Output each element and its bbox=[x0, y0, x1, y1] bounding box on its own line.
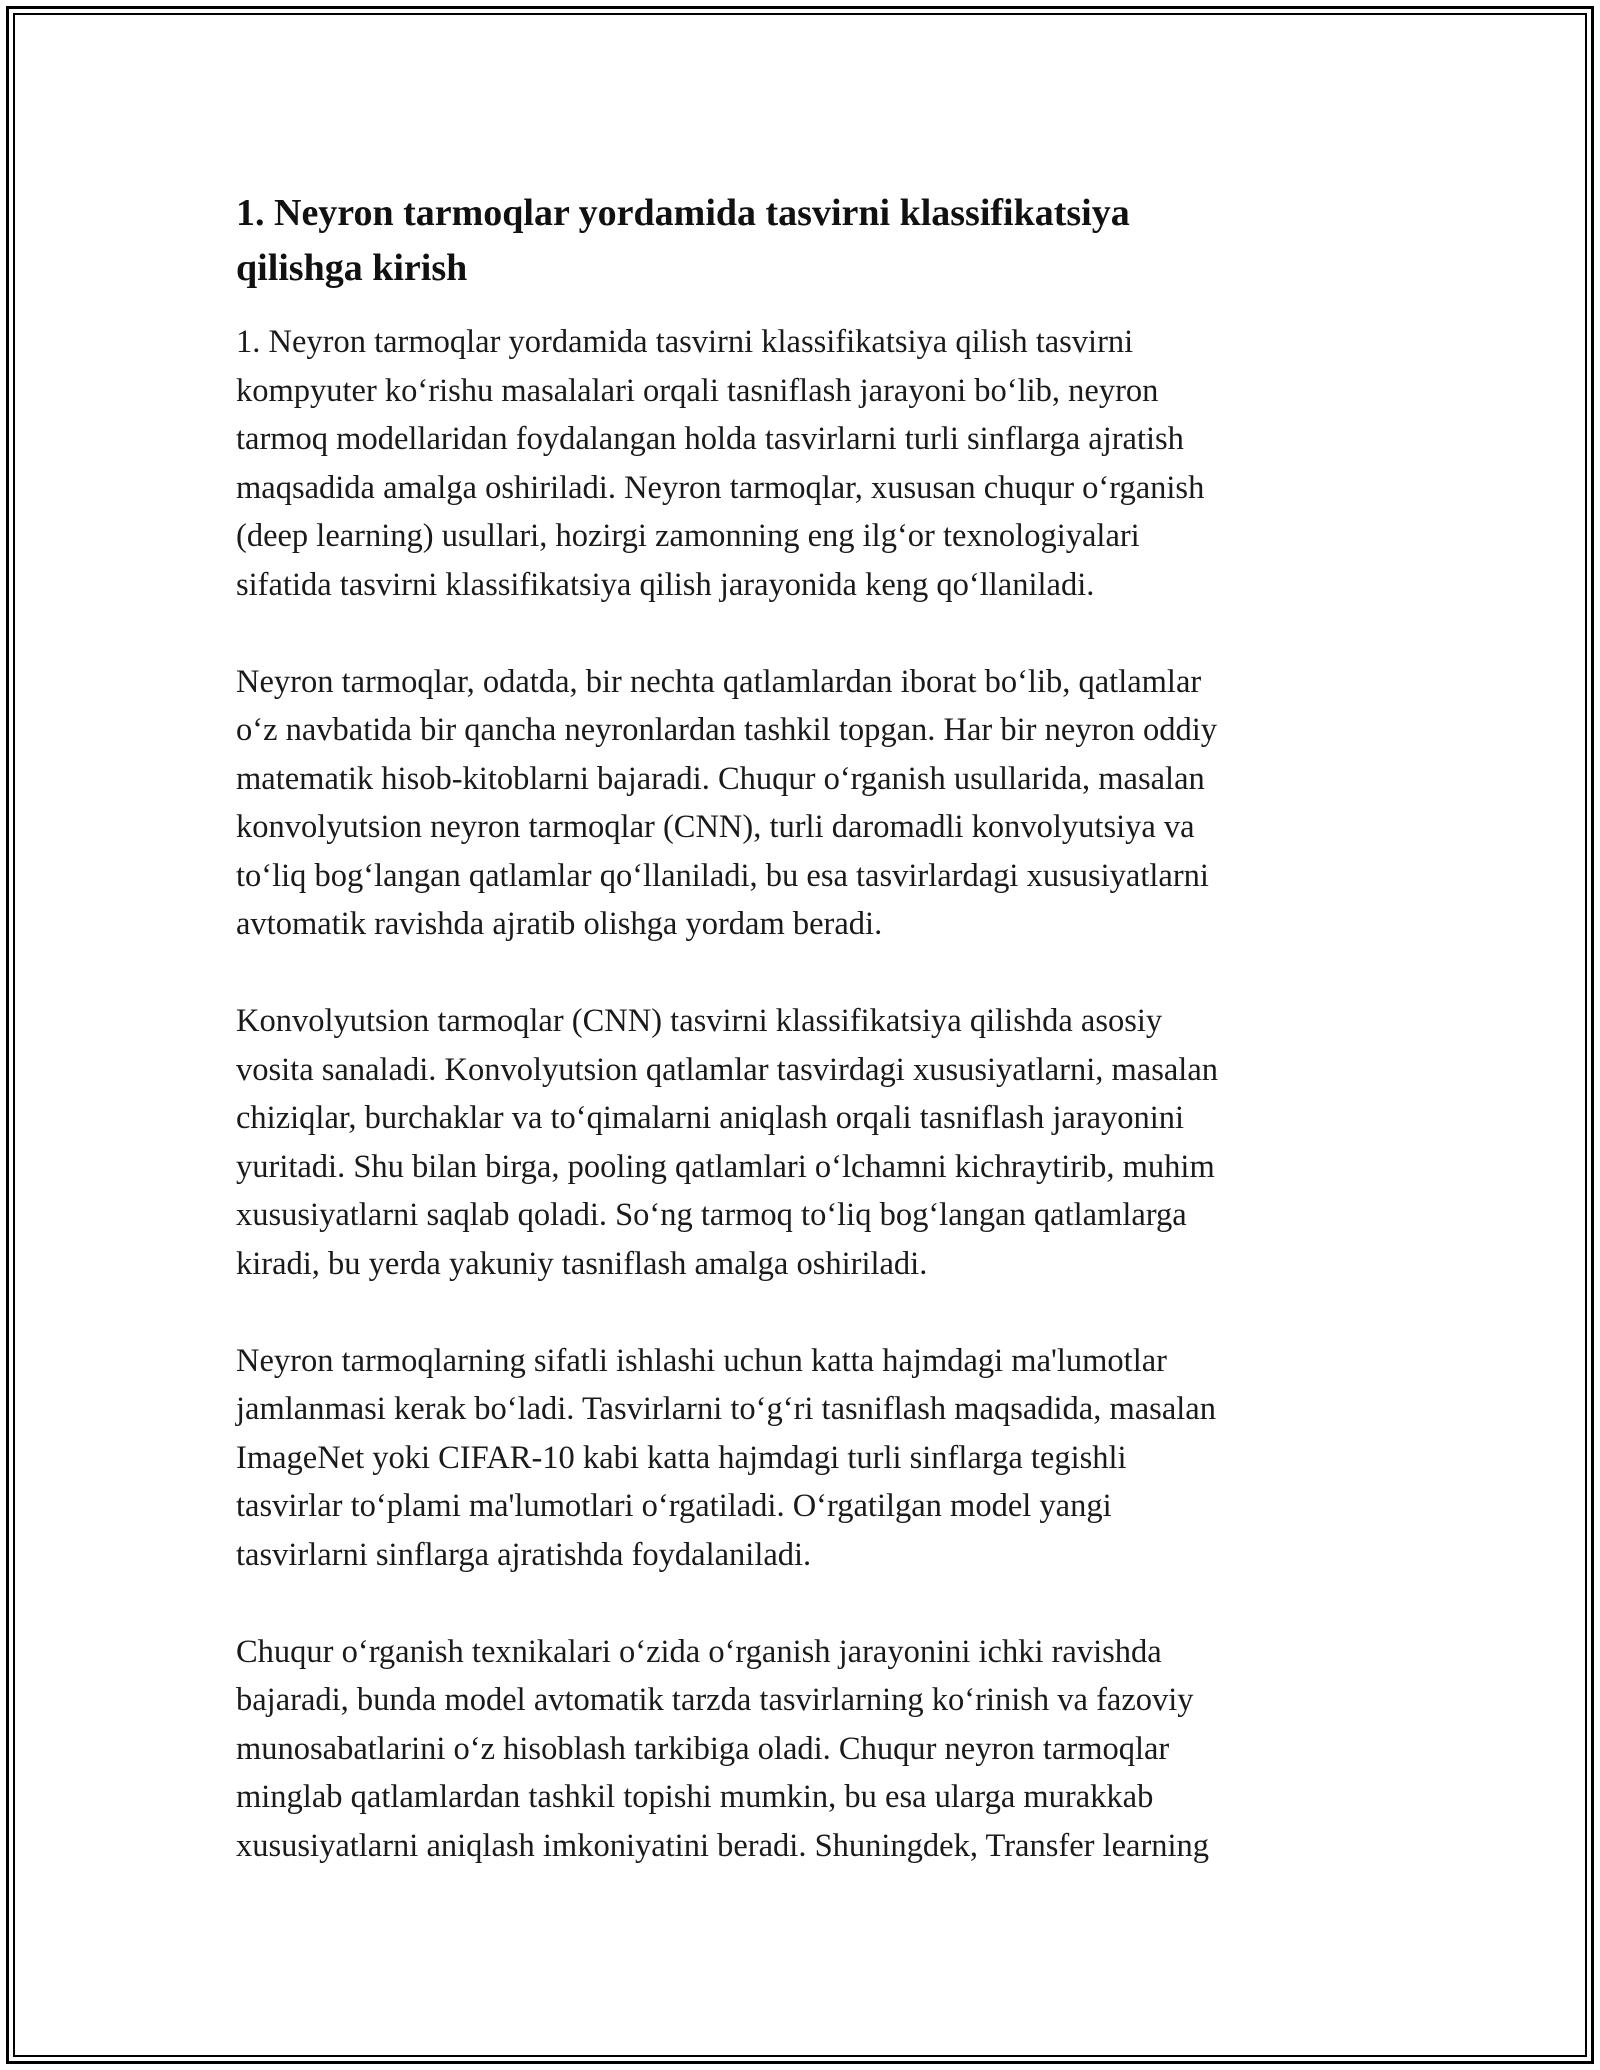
section-heading bbox=[236, 186, 1364, 296]
text-line: xususiyatlarni aniqlash imkoniyatini beradi. Shuningdek, Transfer learning bbox=[236, 1827, 1210, 1864]
text-line: matematik hisob-kitoblarni bajaradi. Chuqur oʻrganish usullarida, masalan bbox=[236, 760, 1205, 797]
text-line: jamlanmasi kerak boʻladi. Tasvirlarni toʻgʻri tasniflash maqsadida, masalan bbox=[236, 1391, 1216, 1427]
text-line: Neyron tarmoqlar, odatda, bir nechta qatlamlardan iborat boʻlib, qatlamlar bbox=[236, 663, 1202, 700]
text-line: Neyron tarmoqlarning sifatli ishlashi uchun katta hajmdagi ma'lumotlar bbox=[236, 1342, 1167, 1379]
text-line: tasvirlar toʻplami ma'lumotlari oʻrgatiladi. Oʻrgatilgan model yangi bbox=[236, 1488, 1112, 1524]
text-line: sifatida tasvirni klassifikatsiya qilish jarayonida keng qoʻllaniladi. bbox=[236, 566, 1095, 603]
paragraph-3 bbox=[236, 997, 1364, 1288]
text-line: xususiyatlarni saqlab qoladi. Soʻng tarmoq toʻliq bogʻlangan qatlamlarga bbox=[236, 1197, 1187, 1233]
paragraph-2 bbox=[236, 658, 1364, 949]
text-line: toʻliq bogʻlangan qatlamlar qoʻllaniladi, bu esa tasvirlardagi xususiyatlarni bbox=[236, 857, 1209, 894]
heading-line: 1. Neyron tarmoqlar yordamida tasvirni klassifikatsiya bbox=[236, 192, 1130, 234]
text-line: vosita sanaladi. Konvolyutsion qatlamlar tasvirdagi xususiyatlarni, masalan bbox=[236, 1051, 1219, 1088]
text-line: kompyuter koʻrishu masalalari orqali tasniflash jarayoni boʻlib, neyron bbox=[236, 372, 1159, 409]
text-line: konvolyutsion neyron tarmoqlar (CNN), turli daromadli konvolyutsiya va bbox=[236, 809, 1195, 845]
text-line: 1. Neyron tarmoqlar yordamida tasvirni klassifikatsiya qilish tasvirni bbox=[236, 324, 1134, 360]
text-line: tasvirlarni sinflarga ajratishda foydalaniladi. bbox=[236, 1536, 812, 1573]
text-line: tarmoq modellaridan foydalangan holda tasvirlarni turli sinflarga ajratish bbox=[236, 421, 1184, 457]
document-body bbox=[236, 186, 1364, 1919]
text-line: munosabatlarini oʻz hisoblash tarkibiga oladi. Chuqur neyron tarmoqlar bbox=[236, 1730, 1170, 1767]
text-line: yuritadi. Shu bilan birga, pooling qatlamlari oʻlchamni kichraytirib, muhim bbox=[236, 1148, 1215, 1185]
paragraph-5 bbox=[236, 1628, 1364, 1871]
text-line: Chuqur oʻrganish texnikalari oʻzida oʻrganish jarayonini ichki ravishda bbox=[236, 1633, 1162, 1670]
text-line: ImageNet yoki CIFAR-10 kabi katta hajmdagi turli sinflarga tegishli bbox=[236, 1439, 1127, 1476]
text-line: (deep learning) usullari, hozirgi zamonning eng ilgʻor texnologiyalari bbox=[236, 518, 1140, 554]
paragraph-1 bbox=[236, 318, 1364, 609]
text-line: kiradi, bu yerda yakuniy tasniflash amalga oshiriladi. bbox=[236, 1245, 928, 1282]
text-line: maqsadida amalga oshiriladi. Neyron tarmoqlar, xususan chuqur oʻrganish bbox=[236, 469, 1205, 506]
text-line: chiziqlar, burchaklar va toʻqimalarni aniqlash orqali tasniflash jarayonini bbox=[236, 1100, 1185, 1136]
text-line: Konvolyutsion tarmoqlar (CNN) tasvirni klassifikatsiya qilishda asosiy bbox=[236, 1003, 1163, 1039]
text-line: bajaradi, bunda model avtomatik tarzda tasvirlarning koʻrinish va fazoviy bbox=[236, 1682, 1194, 1718]
text-line: minglab qatlamlardan tashkil topishi mumkin, bu esa ularga murakkab bbox=[236, 1779, 1154, 1815]
paragraph-4 bbox=[236, 1337, 1364, 1580]
heading-line: qilishga kirish bbox=[236, 247, 468, 289]
text-line: avtomatik ravishda ajratib olishga yordam beradi. bbox=[236, 906, 883, 942]
text-line: oʻz navbatida bir qancha neyronlardan tashkil topgan. Har bir neyron oddiy bbox=[236, 712, 1217, 748]
